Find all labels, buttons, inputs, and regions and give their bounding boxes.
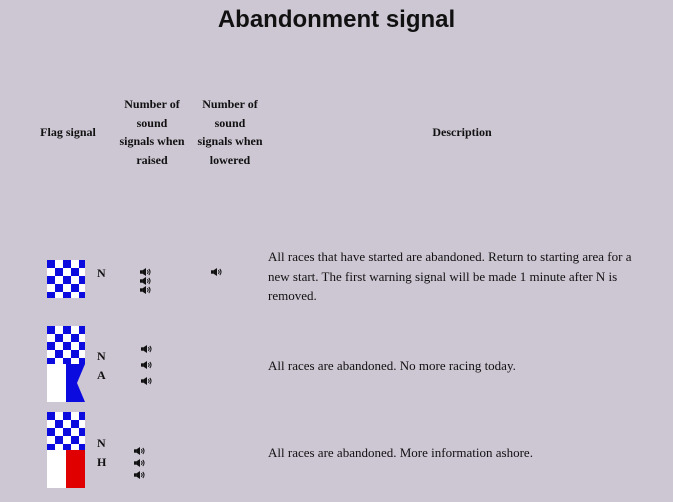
row-description: All races are abandoned. More information ashore.	[268, 445, 533, 460]
header-description: Description	[432, 125, 492, 139]
sound-signal-lowered-icon	[211, 268, 225, 278]
flag-letter-n: N	[97, 436, 106, 450]
flag-h-icon	[47, 450, 85, 488]
header-lowered-line-3: signals when	[197, 134, 263, 148]
flag-n-icon	[47, 412, 85, 450]
flag-letter-h: H	[97, 455, 107, 469]
sound-signals-raised-icon	[140, 268, 154, 298]
flag-a-icon	[47, 364, 85, 402]
row-description: All races that have started are abandoned. Return to starting area for a new start. The first warning signal will be made 1 minute after N is removed.	[268, 249, 632, 303]
flag-letter-a: A	[97, 368, 106, 382]
row-description: All races are abandoned. No more racing today.	[268, 358, 516, 373]
sound-signals-raised-icon	[141, 345, 155, 390]
flag-letter-n: N	[97, 349, 106, 363]
header-raised-line-4: raised	[136, 152, 168, 167]
header-lowered-line-4: lowered	[209, 152, 251, 167]
header-sound-raised	[112, 95, 192, 169]
header-raised-line-1: Number of	[124, 97, 180, 111]
flag-n-icon	[47, 260, 85, 298]
flag-n-icon	[47, 326, 85, 364]
page-title: Abandonment signal	[217, 6, 456, 33]
header-sound-lowered	[190, 95, 270, 169]
header-raised-line-2: sound	[136, 115, 168, 130]
sound-signals-raised-icon	[134, 447, 150, 481]
flag-letter-n: N	[97, 266, 106, 280]
header-flag-signal: Flag signal	[40, 125, 96, 139]
header-raised-line-3: signals when	[119, 134, 185, 148]
header-lowered-line-1: Number of	[202, 97, 258, 111]
header-lowered-line-2: sound	[214, 115, 246, 130]
